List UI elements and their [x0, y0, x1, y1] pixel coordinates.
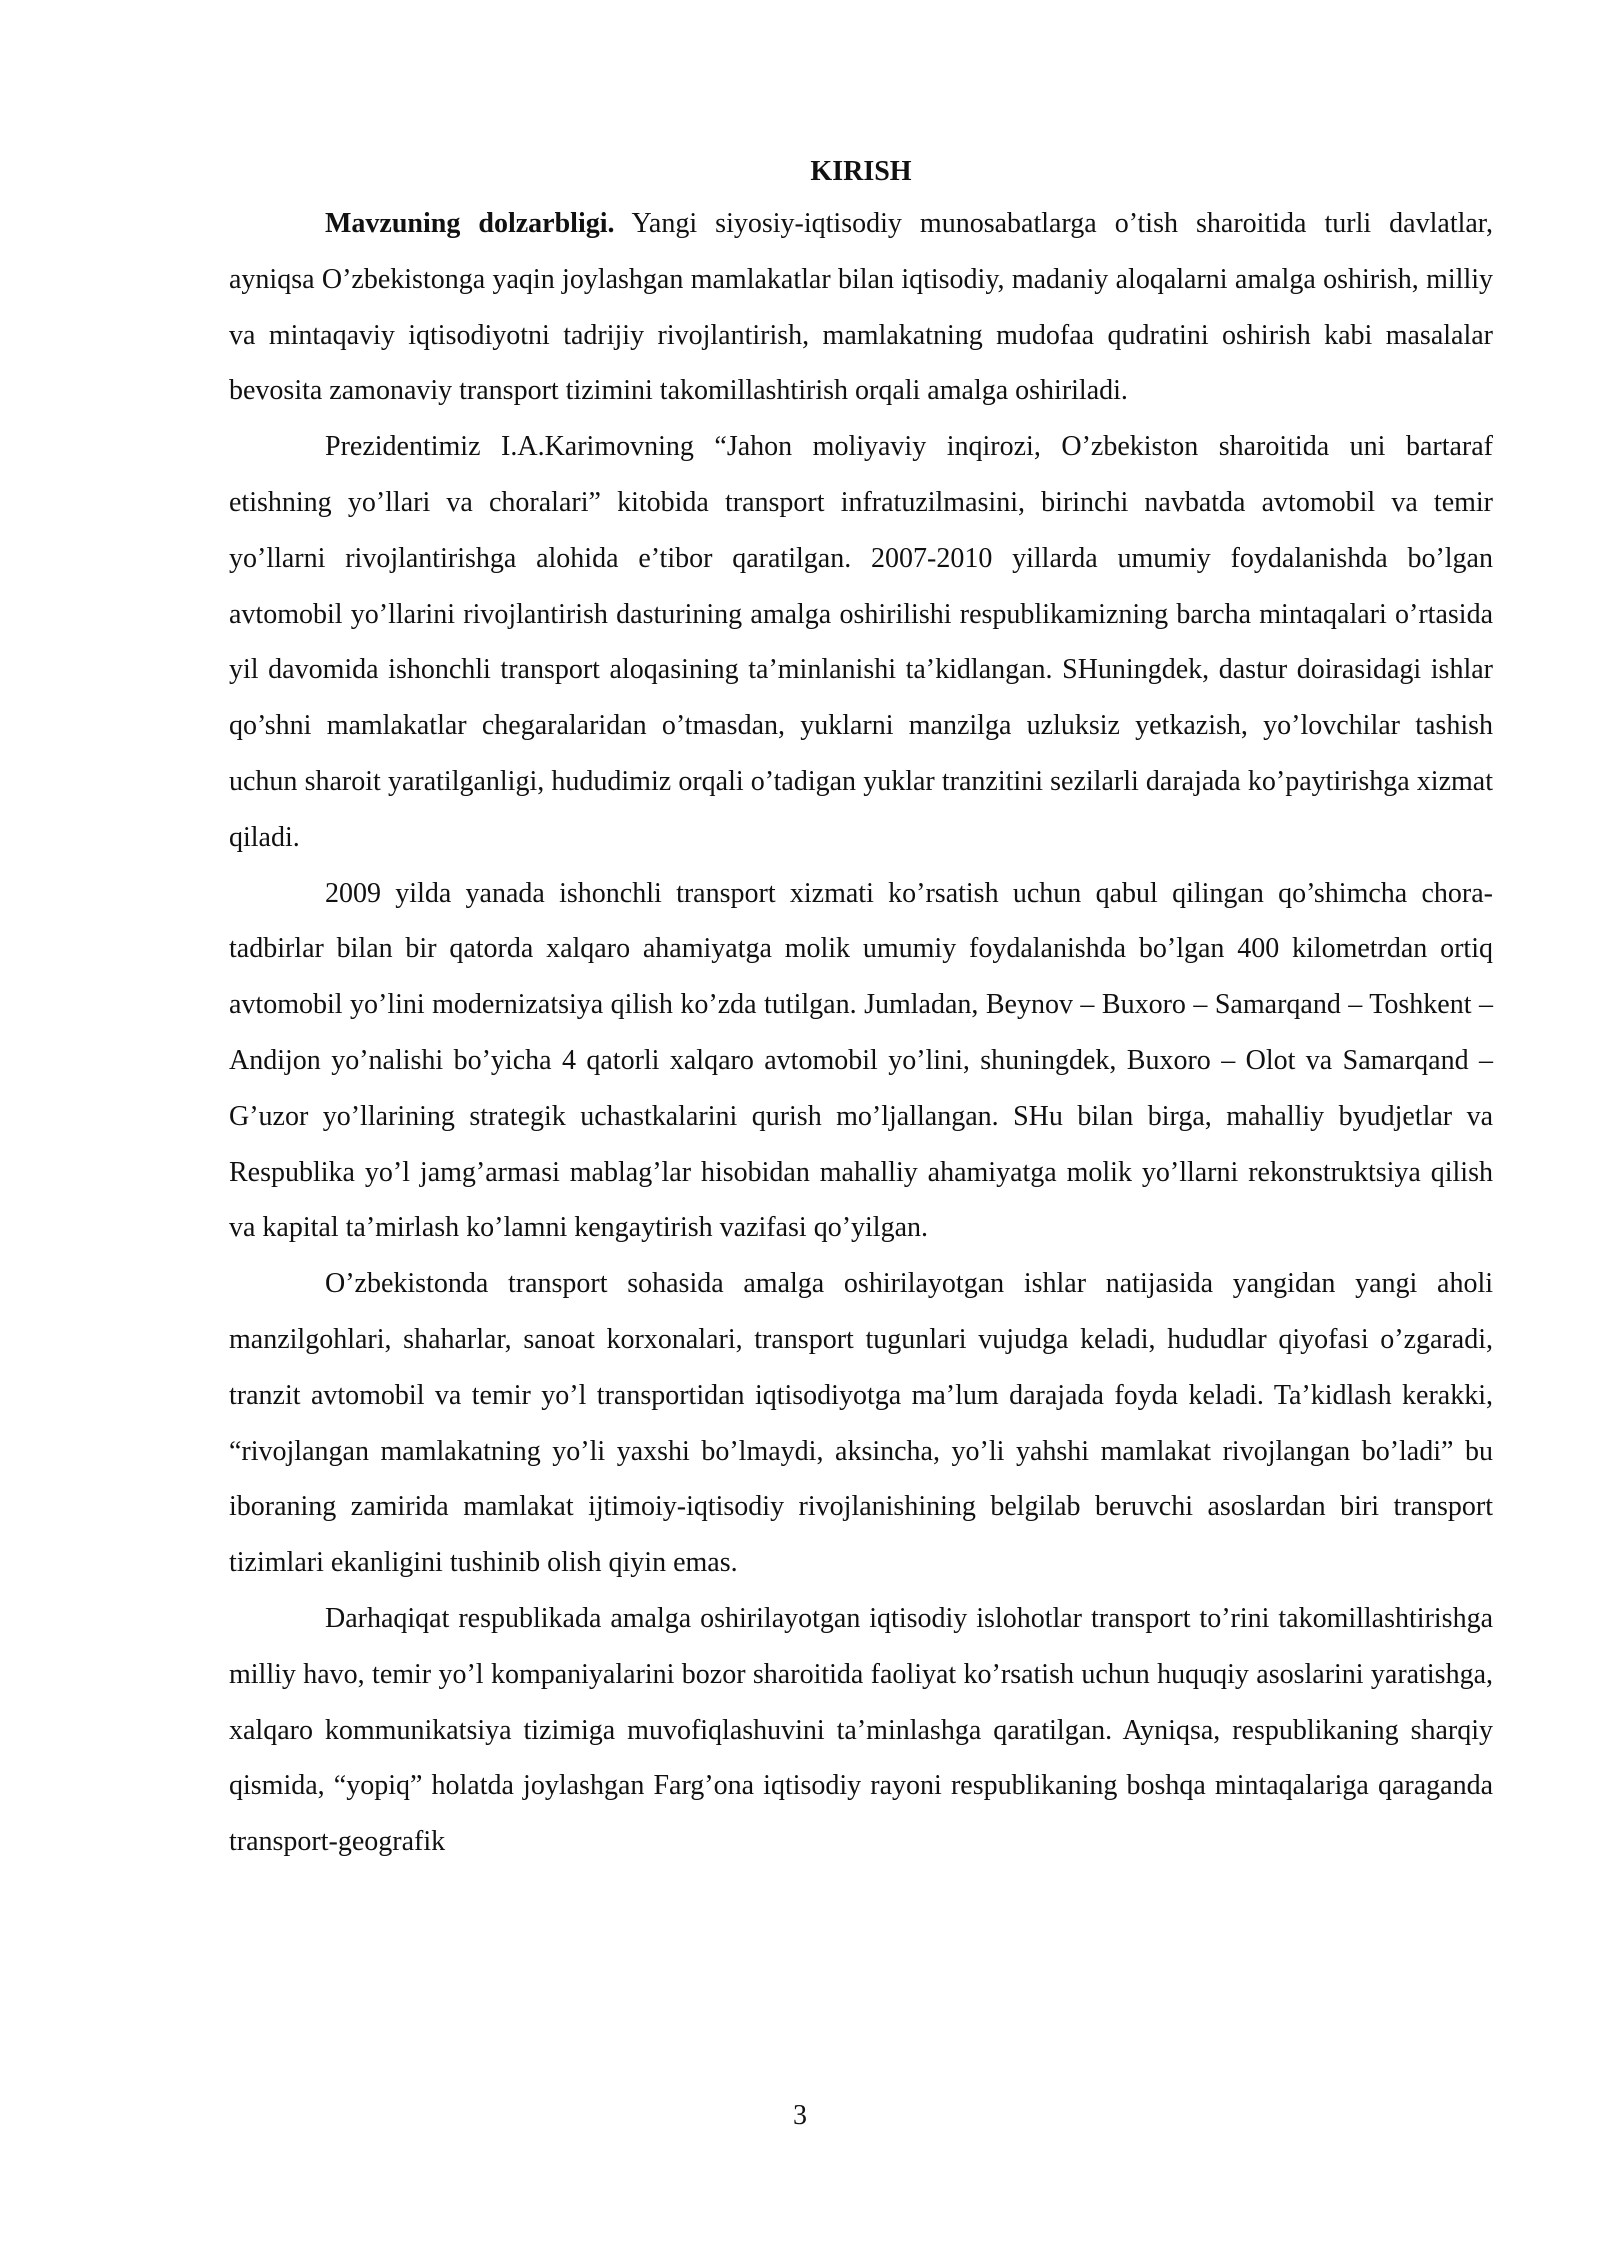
page-body: [229, 150, 1493, 1870]
paragraph-relevance: [229, 196, 1493, 419]
paragraph-text: Yangi siyosiy-iqtisodiy munosabatlarga o’tish sharoitida turli davlatlar, ayniqsa O’zbekistonga yaqin joylashgan mamlakatlar bilan iqtisodiy, madaniy aloqalarni amalga oshirish, milliy va mintaqaviy iqtisodiyotni tadrijiy rivojlantirish, mamlakatning mudofaa qudratini oshirish kabi masalalar bevosita zamonaviy transport tizimini takomillashtirish orqali amalga oshiriladi.: [229, 208, 1494, 407]
paragraph-text: 2009 yilda yanada ishonchli transport xizmati ko’rsatish uchun qabul qilingan qo’shimcha chora-tadbirlar bilan bir qatorda xalqaro ahamiyatga molik umumiy foydalanishda bo’lgan 400 kilometrdan ortiq avtomobil yo’lini modernizatsiya qilish ko’zda tutilgan. Jumladan, Beynov – Buxoro – Samarqand – Toshkent – Andijon yo’nalishi bo’yicha 4 qatorli xalqaro avtomobil yo’lini, shuningdek, Buxoro – Olot va Samarqand – G’uzor yo’llarining strategik uchastkalarini qurish mo’ljallangan. SHu bilan birga, mahalliy byudjetlar va Respublika yo’l jamg’armasi mablag’lar hisobidan mahalliy ahamiyatga molik yo’llarni rekonstruktsiya qilish va kapital ta’mirlash ko’lamni kengaytirish vazifasi qo’yilgan.: [229, 877, 1493, 1244]
section-heading: KIRISH: [810, 156, 912, 187]
paragraph-text: Darhaqiqat respublikada amalga oshirilayotgan iqtisodiy islohotlar transport to’rini takomillashtirishga milliy havo, temir yo’l kompaniyalarini bozor sharoitida faoliyat ko’rsatish uchun huquqiy asoslarini yaratishga, xalqaro kommunikatsiya tizimiga muvofiqlashuvini ta’minlashga qaratilgan. Ayniqsa, respublikaning sharqiy qismida, “yopiq” holatda joylashgan Farg’ona iqtisodiy rayoni respublikaning boshqa mintaqalariga qaraganda transport-geografik: [229, 1602, 1493, 1858]
page-number: 3: [793, 2100, 807, 2131]
paragraph-text: O’zbekistonda transport sohasida amalga oshirilayotgan ishlar natijasida yangidan yangi aholi manzilgohlari, shaharlar, sanoat korxonalari, transport tugunlari vujudga keladi, hududlar qiyofasi o’zgaradi, tranzit avtomobil va temir yo’l transportidan iqtisodiyotga ma’lum darajada foyda keladi. Ta’kidlash kerakki, “rivojlangan mamlakatning yo’li yaxshi bo’lmaydi, aksincha, yo’li yahshi mamlakat rivojlangan bo’ladi” bu iboraning zamirida mamlakat ijtimoiy-iqtisodiy rivojlanishining belgilab beruvchi asoslardan biri transport tizimlari ekanligini tushinib olish qiyin emas.: [229, 1268, 1493, 1579]
paragraph-2009-measures: [229, 866, 1493, 1257]
paragraph-president-book: [229, 419, 1493, 865]
paragraph-transport-results: [229, 1256, 1493, 1591]
paragraph-lead: Mavzuning dolzarbligi.: [325, 208, 615, 239]
paragraph-text: Prezidentimiz I.A.Karimovning “Jahon moliyaviy inqirozi, O’zbekiston sharoitida uni bartaraf etishning yo’llari va choralari” kitobida transport infratuzilmasini, birinchi navbatda avtomobil va temir yo’llarni rivojlantirishga alohida e’tibor qaratilgan. 2007-2010 yillarda umumiy foydalanishda bo’lgan avtomobil yo’llarini rivojlantirish dasturining amalga oshirilishi respublikamizning barcha mintaqalari o’rtasida yil davomida ishonchli transport aloqasining ta’minlanishi ta’kidlangan. SHuningdek, dastur doirasidagi ishlar qo’shni mamlakatlar chegaralaridan o’tmasdan, yuklarni manzilga uzluksiz yetkazish, yo’lovchilar tashish uchun sharoit yaratilganligi, hududimiz orqali o’tadigan yuklar tranzitini sezilarli darajada ko’paytirishga xizmat qiladi.: [229, 431, 1493, 853]
paragraph-reforms: [229, 1591, 1493, 1870]
